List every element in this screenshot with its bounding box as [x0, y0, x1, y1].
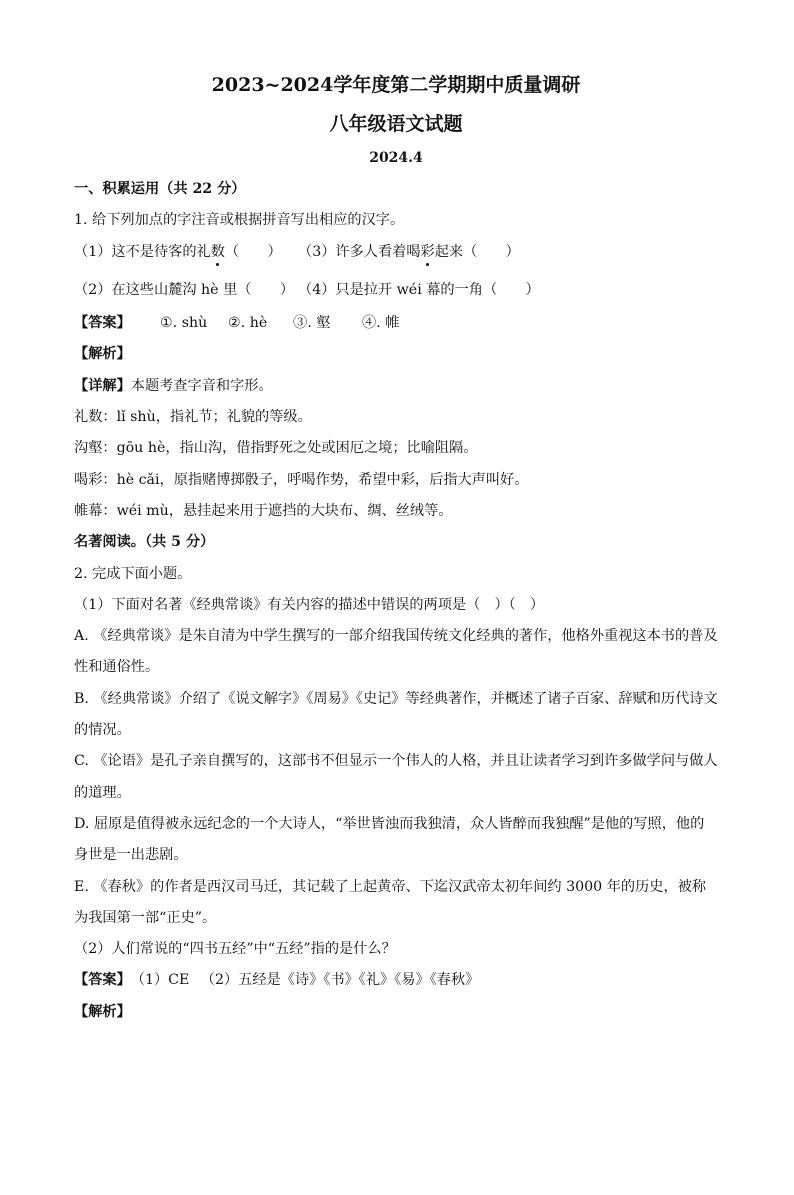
exam-page — [0, 72, 794, 1195]
q2-option-a: A. 《经典常谈》是朱自清为中学生撰写的一部介绍我国传统文化经典的著作，他格外重视这本书的普及性和通俗性。 — [74, 628, 718, 676]
q1-explanation-3: 喝彩：hè cǎi，原指赌博掷骰子，呼喝作势，希望中彩，后指大声叫好。 — [74, 471, 529, 488]
q2-answer-tag: 【答案】 — [74, 972, 131, 989]
q1-answer-1: ①. shù — [160, 315, 208, 332]
q1-items-row-2 — [74, 275, 718, 306]
q2-option-c: C. 《论语》是孔子亲自撰写的，这部书不但显示一个伟人的人格，并且让读者学习到许多做学问与做人的道理。 — [74, 753, 718, 801]
q2-stem: 2. 完成下面小题。 — [74, 565, 192, 582]
q1-item-3-post: 起来（ ） — [434, 243, 520, 260]
q1-stem: 1. 给下列加点的字注音或根据拼音写出相应的汉字。 — [74, 212, 405, 229]
q1-answer-2: ②. hè — [228, 315, 268, 332]
q1-item-4: （4）只是拉开 wéi 幕的一角（ ） — [298, 282, 540, 299]
q1-analysis-tag: 【解析】 — [74, 346, 131, 363]
q1-detail — [74, 371, 718, 402]
q1-answer-row — [74, 308, 718, 339]
section1-heading: 一、积累运用（共 22 分） — [74, 181, 246, 197]
q2-option-b: B. 《经典常谈》介绍了《说文解字》《周易》《史记》等经典著作，并概述了诸子百家、辞赋和历代诗文的情况。 — [74, 690, 718, 739]
q2-analysis-tag: 【解析】 — [74, 1003, 131, 1020]
exam-title: 2023~2024学年度第二学期期中质量调研 — [211, 74, 581, 96]
q2-answer-1: （1）CE — [130, 972, 190, 989]
q1-answer-tag: 【答案】 — [74, 315, 131, 332]
q1-detail-tag: 【详解】 — [74, 377, 131, 394]
q1-item-1-post: （ ） — [224, 243, 282, 260]
exam-subtitle: 八年级语文试题 — [329, 113, 463, 135]
q2-answer-row — [74, 965, 718, 996]
q1-item-1 — [74, 237, 298, 268]
q2-answer-2: （2）五经是《诗》《书》《礼》《易》《春秋》 — [200, 972, 480, 989]
section2-heading: 名著阅读。（共 5 分） — [74, 534, 215, 551]
q1-explanation-2: 沟壑：gōu hè，指山沟，借指野死之处或困厄之境；比喻阻隔。 — [74, 440, 478, 457]
q1-item-3-dotted-char: 彩 — [421, 237, 435, 268]
q1-item-2: （2）在这些山麓沟 hè 里（ ） — [74, 282, 295, 299]
q1-explanation-4: 帷幕：wéi mù，悬挂起来用于遮挡的大块布、绸、丝绒等。 — [74, 502, 453, 519]
exam-date: 2024.4 — [369, 150, 423, 166]
q1-detail-text: 本题考查字音和字形。 — [130, 377, 273, 394]
q1-explanation-1: 礼数：lǐ shù，指礼节；礼貌的等级。 — [74, 409, 312, 426]
q1-answer-3: ③. 壑 — [293, 315, 331, 332]
q1-item-3-pre: （3）许多人看着喝 — [298, 243, 421, 260]
q2-option-d: D. 屈原是值得被永远纪念的一个大诗人，“举世皆浊而我独清，众人皆醉而我独醒”是他的写照，他的身世是一出悲剧。 — [74, 815, 705, 864]
q1-answer-4: ④. 帷 — [362, 315, 400, 332]
q2-sub2-stem: （2）人们常说的“四书五经”中“五经”指的是什么？ — [74, 941, 396, 958]
q2-option-e: E. 《春秋》的作者是西汉司马迁，其记载了上起黄帝、下迄汉武帝太初年间约 3000 年的历史，被称为我国第一部“正史”。 — [74, 878, 707, 926]
q1-item-1-dotted-char: 数 — [211, 237, 225, 268]
q1-item-3 — [298, 237, 522, 268]
q1-items-row-1 — [74, 237, 718, 268]
q2-sub1-stem: （1）下面对名著《经典常谈》有关内容的描述中错误的两项是（ ）（ ） — [74, 596, 545, 613]
q1-item-1-pre: （1）这不是待客的礼 — [74, 243, 211, 260]
